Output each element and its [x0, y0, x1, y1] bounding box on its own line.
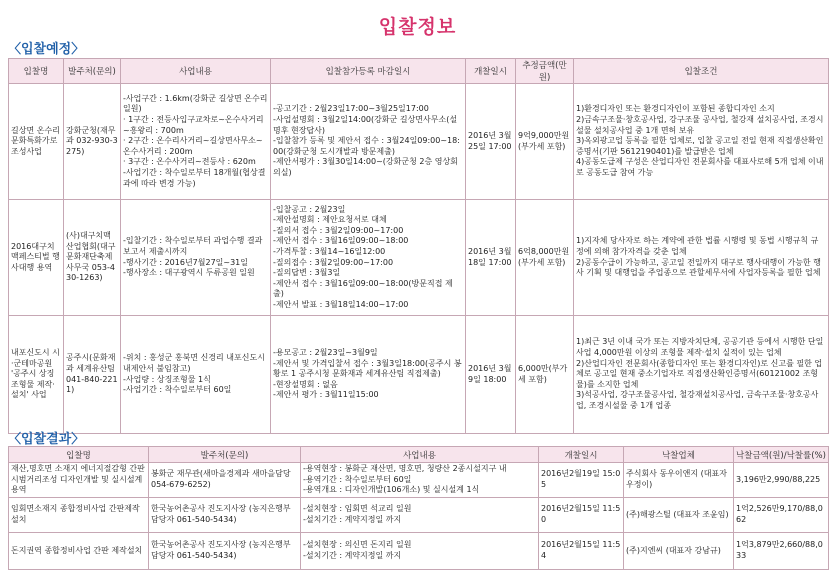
result-client: 봉화군 재무관(새마을경제과 새마을담당 054-679-6252)	[149, 463, 301, 498]
header-opening: 개찰일시	[466, 59, 516, 84]
result-content	[301, 463, 539, 498]
bid-client: (사)대구치맥산업협회(대구문화재단축제사무국 053-430-1263)	[64, 200, 121, 316]
table-row	[9, 533, 829, 570]
text-line: -행사장소 : 대구광역시 두류공원 일원	[123, 268, 255, 278]
text-line: 4)공동도급제 구성은 산업디자인 전문회사를 대표사로해 5개 업체 이내로 공동도급 참여 가능	[576, 157, 824, 177]
upcoming-header-row	[9, 59, 829, 84]
text-line: -위치 : 홍성군 홍북면 신경리 내포신도시 내제안서 불임참고)	[123, 353, 265, 373]
header-content: 사업내용	[301, 447, 539, 463]
bid-client: 강화군청(재무과 032-930-3275)	[64, 84, 121, 200]
table-row	[9, 498, 829, 533]
text-line: 2)산업디자인 전문회사(종합디자인 또는 환경디자인)로 신고를 필한 업체로 공고일 현재 중소기업자로 직접생산확인증명서(60121002 조형물)를 소지한 업체	[576, 358, 823, 389]
text-line: -용역현장 : 봉화군 재산면, 명호면, 청량산 2종시설지구 내	[303, 464, 507, 474]
text-line: -행사기간 : 2016년7월27일~31일	[123, 257, 249, 267]
text-line: -질의답변 : 3월3일	[273, 268, 341, 278]
text-line: -제안서평가 : 3월30일14:00~(강화군청 2층 영상회의실)	[273, 157, 458, 177]
bid-client: 공주시(문화재과 세계유산팀 041-840-2211)	[64, 316, 121, 434]
text-line: -설치기간 : 계약지정일 까지	[303, 551, 402, 560]
result-winner: (주)해광스틸 (대표자 조윤임)	[624, 498, 734, 533]
text-line: 1)지자체 당사자로 하는 계약에 관한 법률 시행령 및 동법 시행규칙 규정에 의해 참가자격을 갖춘 업체	[576, 236, 819, 256]
text-line: -현장설명회 : 없음	[273, 379, 338, 389]
text-line: -제안서 및 가격입찰서 접수 : 3월3일18:00(공주시 봉황로 1 공주시청 문화재과 세계유산팀 직접제출)	[273, 358, 462, 379]
header-conditions: 입찰조건	[574, 59, 829, 84]
bid-deadline	[271, 84, 466, 200]
text-line: -사업기간 : 착수일로부터 60일	[123, 385, 232, 395]
header-winner: 낙찰업체	[624, 447, 734, 463]
text-line: 1)환경디자인 또는 환경디자인이 포함된 종합디자인 소지	[576, 104, 775, 114]
bid-deadline	[271, 316, 466, 434]
text-line: -사업설명회 : 3월2일14:00(강화군 길상면사무소(설명후 현장답사)	[273, 115, 458, 135]
text-line: · 3구간 : 온수사거리~전등사 : 620m	[123, 157, 256, 167]
text-line: -용역기간 : 착수일로부터 60일	[303, 474, 412, 484]
header-deadline: 입찰참가등록 마감일시	[271, 59, 466, 84]
text-line: -설치현장 : 의신면 돈지리 일원	[303, 540, 412, 550]
result-opening: 2016년2월19일 15:05	[539, 463, 624, 498]
header-bid-name: 입찰명	[9, 59, 64, 84]
bid-opening: 2016년 3월 9일 18:00	[466, 316, 516, 434]
bid-conditions	[574, 84, 829, 200]
text-line: -사업량 : 상징조형물 1식	[123, 374, 211, 384]
header-amount: 추정금액(만원)	[516, 59, 574, 84]
text-line: -설치현장 : 임회면 석교리 일원	[303, 504, 412, 514]
bid-amount: 6,000만(부가세 포함)	[516, 316, 574, 434]
bid-name: 길상면 온수리 문화특화가로 조성사업	[9, 84, 64, 200]
text-line: -설치기간 : 계약지정일 까지	[303, 515, 402, 524]
section-results-title: 〈입찰결과〉	[8, 432, 85, 447]
text-line: -가격투찰 : 3월14~16일12:00	[273, 246, 386, 256]
table-row	[9, 200, 829, 316]
bid-deadline	[271, 200, 466, 316]
text-line: 1)최근 3년 이내 국가 또는 지방자치단체, 공공기관 등에서 시행한 단일사업 4,000만원 이상의 조형물 제작·설치 실적이 있는 업체	[576, 337, 824, 358]
bid-opening: 2016년 3월18일 17:00	[466, 200, 516, 316]
bid-content	[121, 316, 271, 434]
table-row	[9, 84, 829, 200]
bid-name: 내포신도시 시·군테마공원 '공주시 상징 조형물 제작·설치' 사업	[9, 316, 64, 434]
result-name: 재산,명호면 소재지 에너지절감형 간판시범거리조성 디자인개발 및 실시설계용역	[9, 463, 149, 498]
text-line: -제안설명회 : 제안요청서로 대체	[273, 215, 387, 225]
result-name: 돈지권역 종합정비사업 간판 제작설치	[9, 533, 149, 570]
header-amount-rate: 낙찰금액(원)/낙찰률(%)	[734, 447, 829, 463]
header-client: 발주처(문의)	[149, 447, 301, 463]
table-row	[9, 316, 829, 434]
bid-amount: 9억9,000만원(부가세 포함)	[516, 84, 574, 200]
text-line: -입찰공고 : 2월23일	[273, 204, 346, 214]
results-header-row	[9, 447, 829, 463]
bid-content	[121, 200, 271, 316]
text-line: -사업기간 : 착수일로부터 18개월(협상결과에 따라 변경 가능)	[123, 167, 266, 188]
result-opening: 2016년2월15일 11:54	[539, 533, 624, 570]
text-line: -제안서 접수 : 3월16일09:00~18:00(방문직접 제출)	[273, 278, 453, 299]
result-winner: (주)지엔씨 (대표자 강남규)	[624, 533, 734, 570]
text-line: -제안서 발표 : 3월18일14:00~17:00	[273, 299, 409, 309]
header-content: 사업내용	[121, 59, 271, 84]
text-line: -제안서 평가 : 3월11일15:00	[273, 390, 379, 400]
bid-opening: 2016년 3월25일 17:00	[466, 84, 516, 200]
result-opening: 2016년2월15일 11:50	[539, 498, 624, 533]
bid-name: 2016대구치맥페스티벌 행사대행 용역	[9, 200, 64, 316]
text-line: -용역개요 : 디자인개발(106개소) 및 실시설계 1식	[303, 485, 480, 495]
table-row	[9, 463, 829, 498]
result-amount: 1억3,879만2,660/88,033	[734, 533, 829, 570]
bid-results-table	[8, 446, 829, 570]
text-line: 3)석공사업, 강구조물공사업, 철강재설치공사업, 금속구조물·창호공사업, 조경시설물 중 1개 업종	[576, 390, 819, 410]
text-line: -입찰참가 등록 및 제안서 접수 : 3월24일09:00~18:00(강화군청 도시개발과 방문제출)	[273, 136, 460, 156]
result-client: 한국농어촌공사 진도지사장 (농지은행부 담당자 061-540-5434)	[149, 498, 301, 533]
result-name: 임회면소재지 종합정비사업 간판제작설치	[9, 498, 149, 533]
text-line: 2)금속구조물·창호공사업, 강구조물 공사업, 철강재 설치공사업, 조경시설물 설치공사업 중 1개 면허 보유	[576, 115, 824, 135]
text-line: · 1구간 : 전등사입구교차로~온수사거리~흥왕리 : 700m	[123, 115, 264, 135]
result-client: 한국농어촌공사 진도지사장 (농지은행부 담당자 061-540-5434)	[149, 533, 301, 570]
result-content	[301, 533, 539, 570]
result-amount: 1억2,526만9,170/88,062	[734, 498, 829, 533]
text-line: 3)옥외광고업 등록을 필한 업체로, 입찰 공고일 전일 현재 직접생산확인증명서(기판 5612190401)를 발급받은 업체	[576, 136, 824, 156]
bid-content	[121, 84, 271, 200]
text-line: · 2구간 : 온수리사거리~길상면사무소~온수사거리 : 200m	[123, 136, 263, 156]
text-line: 2)공동수급이 가능하고, 공고일 전일까지 대구로 행사대행이 가능한 행사 기획 및 대행업을 주업종으로 관할세무서에 사업자등록을 필한 업체	[576, 257, 821, 278]
text-line: -용모공고 : 2월23일~3월9일	[273, 348, 378, 358]
header-client: 발주처(문의)	[64, 59, 121, 84]
header-opening: 개찰일시	[539, 447, 624, 463]
bid-amount: 6억8,000만원(부가세 포함)	[516, 200, 574, 316]
text-line: -공고기간 : 2월23일17:00~3월25일17:00	[273, 104, 429, 114]
text-line: -질의서 접수 : 3월2일09:00~17:00	[273, 225, 404, 235]
result-content	[301, 498, 539, 533]
text-line: -사업구간 : 1.6km(강화군 길상면 온수리일원)	[123, 93, 268, 114]
text-line: -질의접수 : 3월2일09:00~17:00	[273, 257, 394, 267]
text-line: -입찰기간 : 착수일로부터 과업수행 결과보고서 제출시까지	[123, 236, 263, 256]
upcoming-bids-table	[8, 58, 829, 434]
result-winner: 주식회사 동우이앤지 (대표자 우정이)	[624, 463, 734, 498]
section-upcoming-title: 〈입찰예정〉	[8, 42, 85, 57]
result-amount: 3,196만2,990/88,225	[734, 463, 829, 498]
bid-conditions	[574, 316, 829, 434]
text-line: -제안서 접수 : 3월16일09:00~18:00	[273, 236, 409, 246]
header-bid-name: 입찰명	[9, 447, 149, 463]
page-title: 입찰정보	[378, 16, 457, 38]
bid-conditions	[574, 200, 829, 316]
